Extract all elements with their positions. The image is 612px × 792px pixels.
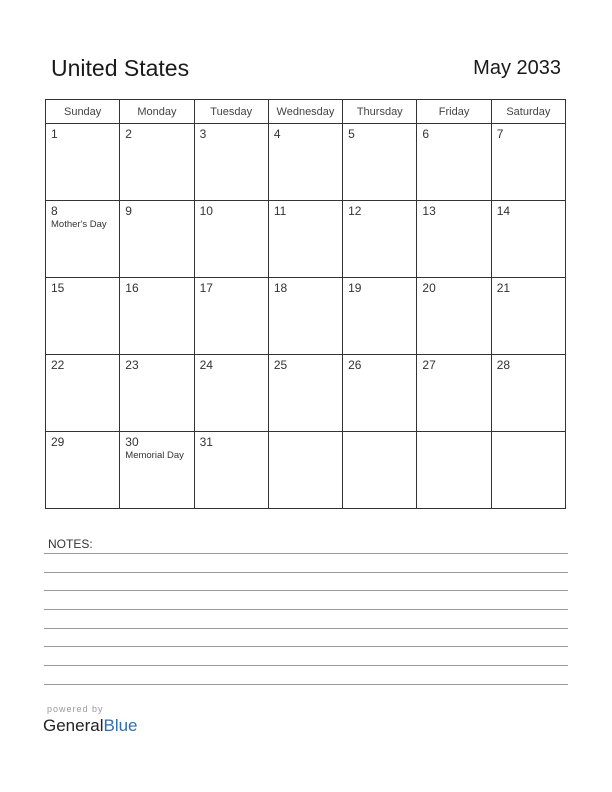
- day-number: 26: [348, 358, 362, 372]
- week-row: [46, 124, 566, 201]
- day-number: 28: [496, 358, 511, 372]
- note-line: [44, 684, 568, 685]
- day-cell: [343, 432, 417, 509]
- day-number: 14: [496, 204, 511, 218]
- day-cell: [491, 432, 565, 509]
- day-number: 24: [199, 358, 213, 372]
- day-number: 18: [273, 281, 288, 295]
- note-line: [44, 646, 568, 647]
- weekday-saturday: Saturday: [491, 100, 565, 124]
- day-cell: [194, 201, 268, 278]
- day-number: 9: [125, 204, 132, 218]
- day-number: 31: [199, 435, 213, 449]
- day-number: 11: [273, 204, 287, 218]
- day-cell: [46, 355, 120, 432]
- day-number: 16: [125, 281, 139, 295]
- week-row: [46, 278, 566, 355]
- day-cell: [268, 278, 342, 355]
- day-cell: [417, 201, 491, 278]
- day-number: 10: [199, 204, 213, 218]
- day-number: 29: [51, 435, 65, 449]
- day-cell: [120, 124, 194, 201]
- day-cell: [120, 201, 194, 278]
- day-cell: [491, 201, 565, 278]
- day-cell: [46, 124, 120, 201]
- day-number: 6: [422, 127, 430, 141]
- day-number: 25: [273, 358, 288, 372]
- holiday-label: Mother's Day: [51, 219, 107, 230]
- notes-label: NOTES:: [48, 537, 93, 551]
- day-cell: [46, 432, 120, 509]
- day-cell: [417, 278, 491, 355]
- brand-general: General: [43, 716, 104, 735]
- day-number: 21: [496, 281, 511, 295]
- day-cell: [194, 278, 268, 355]
- day-number: 13: [422, 204, 436, 218]
- note-line: [44, 590, 568, 591]
- note-line: [44, 609, 568, 610]
- note-line: [44, 665, 568, 666]
- day-cell: [46, 201, 120, 278]
- day-cell: [491, 278, 565, 355]
- day-cell: [120, 278, 194, 355]
- weekday-tuesday: Tuesday: [194, 100, 268, 124]
- powered-by-text: powered by: [47, 704, 104, 714]
- day-number: 8: [51, 204, 58, 218]
- day-cell: [343, 201, 417, 278]
- day-cell: [120, 432, 194, 509]
- day-number: 23: [125, 358, 139, 372]
- note-line: [44, 553, 568, 554]
- weekday-wednesday: Wednesday: [268, 100, 342, 124]
- note-line: [44, 628, 568, 629]
- day-number: 15: [51, 281, 65, 295]
- calendar-grid: [45, 99, 566, 509]
- day-cell: [120, 355, 194, 432]
- day-cell: [417, 432, 491, 509]
- day-cell: [343, 278, 417, 355]
- note-line: [44, 572, 568, 573]
- day-number: 2: [125, 127, 132, 141]
- day-number: 5: [348, 127, 355, 141]
- weekday-header-row: [46, 100, 566, 124]
- day-number: 30: [125, 435, 139, 449]
- day-cell: [194, 355, 268, 432]
- week-row: [46, 355, 566, 432]
- day-cell: [343, 124, 417, 201]
- brand-blue: Blue: [103, 716, 138, 735]
- week-row: [46, 201, 566, 278]
- weekday-friday: Friday: [417, 100, 491, 124]
- month-year-title: May 2033: [473, 57, 561, 79]
- country-title: United States: [51, 55, 190, 81]
- day-cell: [417, 124, 491, 201]
- day-number: 3: [199, 127, 207, 141]
- day-number: 4: [273, 127, 281, 141]
- day-cell: [491, 124, 565, 201]
- day-cell: [268, 201, 342, 278]
- day-cell: [268, 124, 342, 201]
- day-cell: [268, 355, 342, 432]
- day-number: 12: [348, 204, 362, 218]
- day-number: 27: [422, 358, 436, 372]
- day-cell: [268, 432, 342, 509]
- day-number: 1: [51, 127, 58, 141]
- holiday-label: Memorial Day: [125, 450, 184, 461]
- day-number: 7: [496, 127, 504, 141]
- day-cell: [343, 355, 417, 432]
- day-number: 17: [199, 281, 213, 295]
- day-number: 20: [422, 281, 436, 295]
- day-cell: [417, 355, 491, 432]
- weekday-monday: Monday: [120, 100, 194, 124]
- weekday-sunday: Sunday: [46, 100, 120, 124]
- day-number: 19: [348, 281, 362, 295]
- generalblue-logo: [43, 716, 138, 736]
- day-cell: [194, 432, 268, 509]
- day-cell: [491, 355, 565, 432]
- day-cell: [46, 278, 120, 355]
- weekday-thursday: Thursday: [343, 100, 417, 124]
- week-row: [46, 432, 566, 509]
- day-number: 22: [51, 358, 65, 372]
- day-cell: [194, 124, 268, 201]
